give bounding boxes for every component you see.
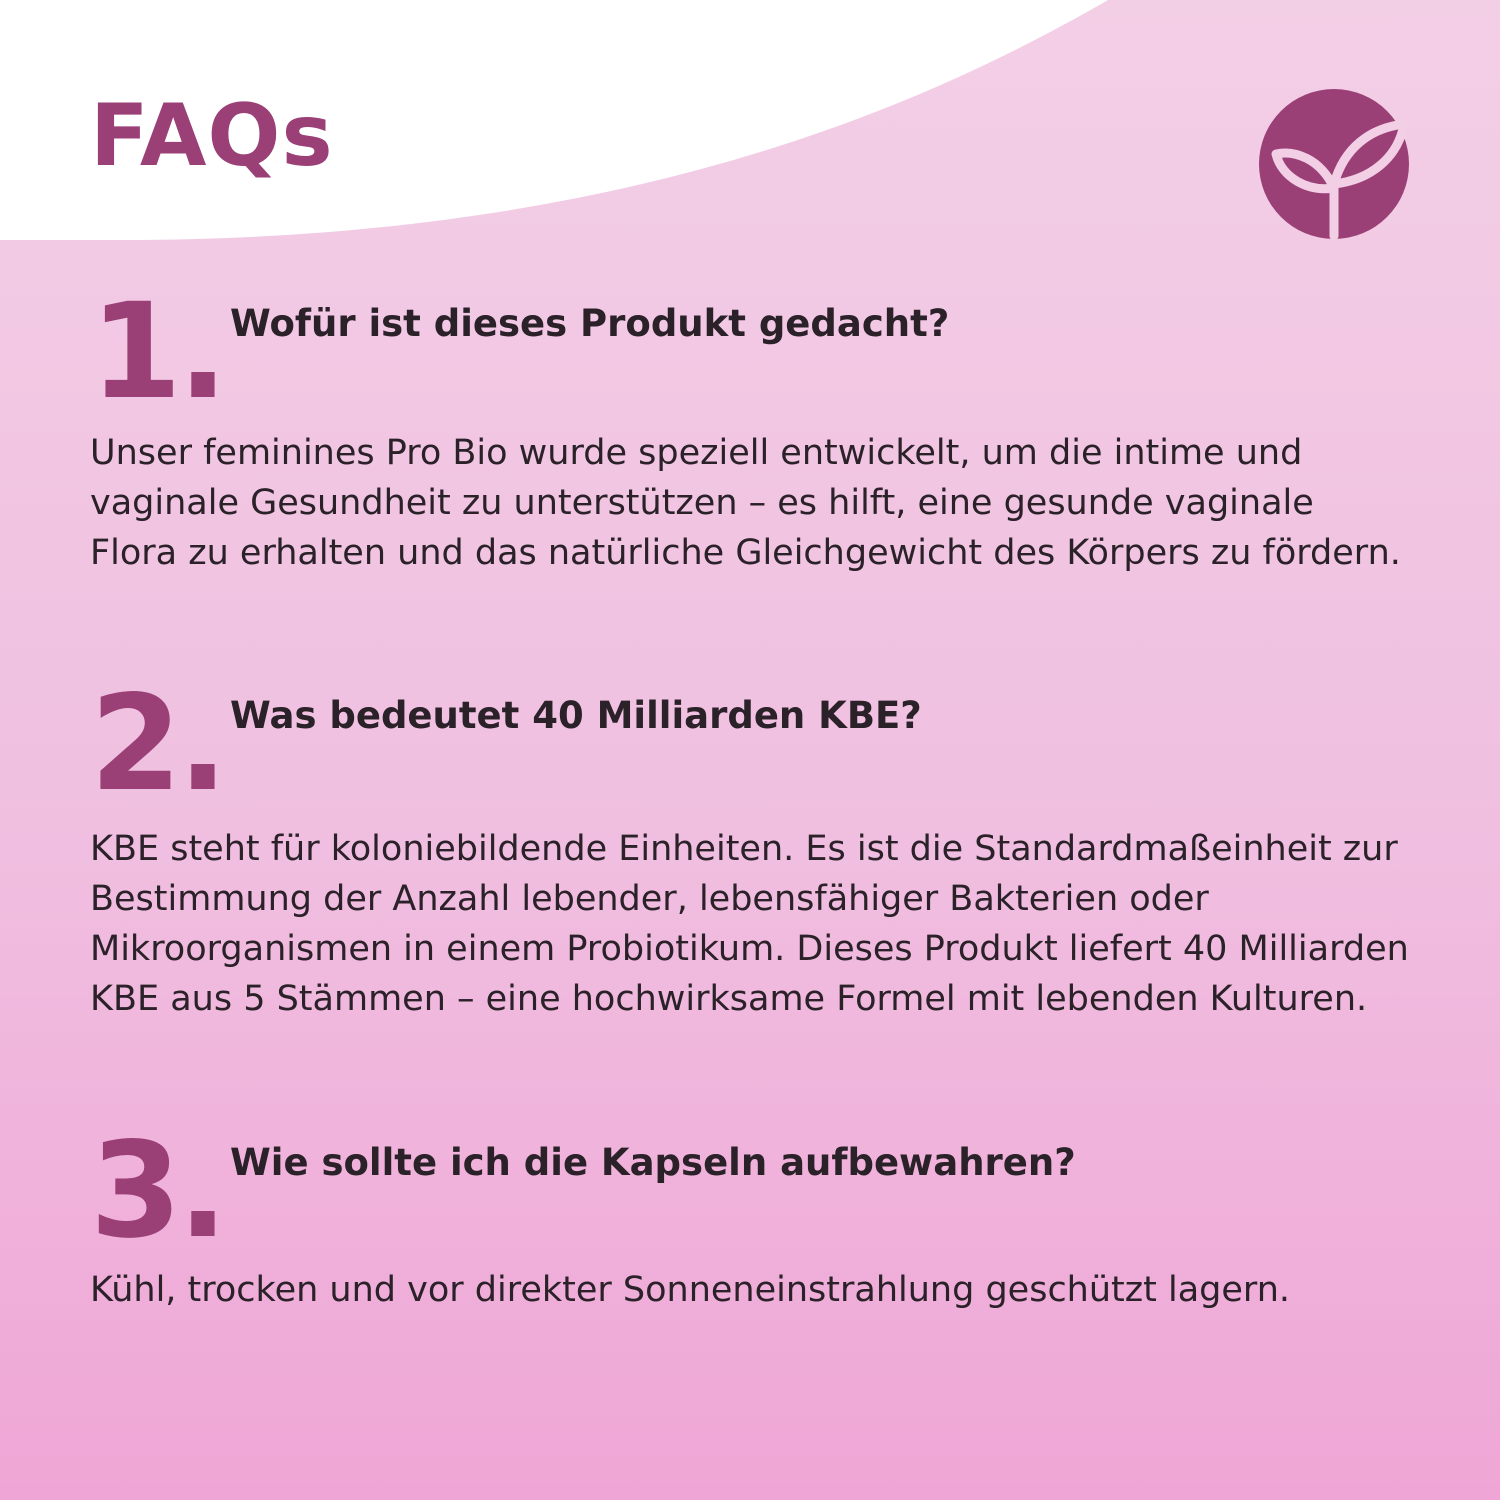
faq-question: Wie sollte ich die Kapseln aufbewahren?: [230, 1141, 1076, 1184]
faq-answer: Unser feminines Pro Bio wurde speziell entwickelt, um die intime und vaginale Gesundheit zu unterstützen – es hilft, eine gesunde vaginale Flora zu erhalten und das natürliche Gleichgewicht des Körpers zu fördern.: [90, 433, 1401, 573]
faq-number: 3.: [90, 1114, 224, 1268]
sprout-icon: [1258, 88, 1410, 240]
page-title: FAQs: [90, 86, 334, 186]
faq-item-2: [90, 667, 1410, 1024]
faq-answer: Kühl, trocken und vor direkter Sonneneinstrahlung geschützt lagern.: [90, 1270, 1290, 1310]
faq-question: Was bedeutet 40 Milliarden KBE?: [230, 694, 922, 737]
faq-question: Wofür ist dieses Produkt gedacht?: [230, 302, 950, 345]
faq-number: 1.: [90, 275, 224, 429]
faq-item-3: [90, 1114, 1410, 1315]
faq-item-1: [90, 275, 1410, 578]
faq-number: 2.: [90, 667, 224, 821]
faq-answer: KBE steht für koloniebildende Einheiten. Es ist die Standardmaßeinheit zur Bestimmung der Anzahl lebender, lebensfähiger Bakterien oder Mikroorganismen in einem Probiotikum. Dieses Produkt liefert 40 Milliarden KBE aus 5 Stämmen – eine hochwirksame Formel mit lebenden Kulturen.: [90, 829, 1409, 1019]
